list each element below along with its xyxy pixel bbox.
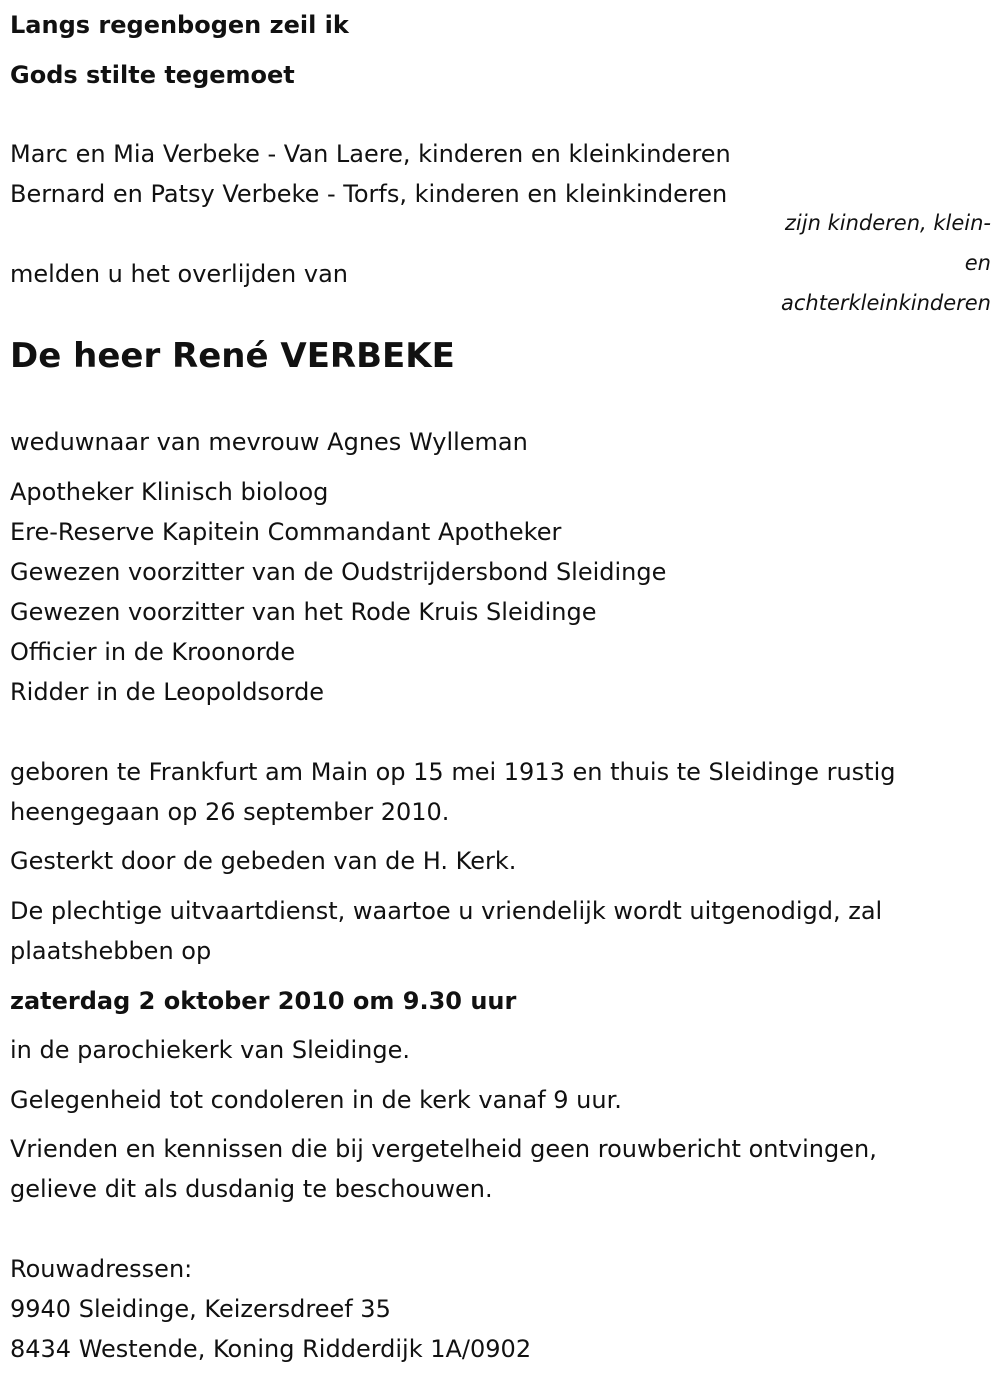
born-line-2: heengegaan op 26 september 2010. <box>10 798 450 826</box>
motto-line-1: Langs regenbogen zeil ik <box>10 11 349 39</box>
title-item: Officier in de Kroonorde <box>10 638 296 666</box>
title-item: Gewezen voorzitter van de Oudstrijdersbond Sleidinge <box>10 558 667 586</box>
friends-line-1: Vrienden en kennissen die bij vergetelheid geen rouwbericht ontvingen, <box>10 1135 877 1163</box>
address-item: 8434 Westende, Koning Ridderdijk 1A/0902 <box>10 1335 532 1363</box>
announce-text: melden u het overlijden van <box>10 260 348 288</box>
funeral-place: in de parochiekerk van Sleidinge. <box>10 1036 410 1064</box>
friends-line-2: gelieve dit als dusdanig te beschouwen. <box>10 1175 493 1203</box>
deceased-name: De heer René VERBEKE <box>10 336 455 376</box>
side-note-line-1: zijn kinderen, klein- <box>784 211 991 235</box>
family-line-1: Marc en Mia Verbeke - Van Laere, kinderen en kleinkinderen <box>10 140 731 168</box>
title-item: Gewezen voorzitter van het Rode Kruis Sleidinge <box>10 598 597 626</box>
title-item: Ridder in de Leopoldsorde <box>10 678 325 706</box>
side-note <box>691 203 991 323</box>
addresses-heading: Rouwadressen: <box>10 1255 193 1283</box>
funeral-datetime: zaterdag 2 oktober 2010 om 9.30 uur <box>10 987 517 1015</box>
title-item: Ere-Reserve Kapitein Commandant Apotheker <box>10 518 562 546</box>
widower-text: weduwnaar van mevrouw Agnes Wylleman <box>10 428 528 456</box>
condolence-text: Gelegenheid tot condoleren in de kerk vanaf 9 uur. <box>10 1086 622 1114</box>
funeral-line-1: De plechtige uitvaartdienst, waartoe u vriendelijk wordt uitgenodigd, zal <box>10 897 883 925</box>
strengthened-text: Gesterkt door de gebeden van de H. Kerk. <box>10 847 517 875</box>
address-item: 9940 Sleidinge, Keizersdreef 35 <box>10 1295 391 1323</box>
born-line-1: geboren te Frankfurt am Main op 15 mei 1913 en thuis te Sleidinge rustig <box>10 758 896 786</box>
motto-line-2: Gods stilte tegemoet <box>10 61 295 89</box>
title-item: Apotheker Klinisch bioloog <box>10 478 329 506</box>
side-note-line-2: en <box>964 251 991 275</box>
family-line-2: Bernard en Patsy Verbeke - Torfs, kinderen en kleinkinderen <box>10 180 728 208</box>
funeral-line-2: plaatshebben op <box>10 937 212 965</box>
side-note-line-3: achterkleinkinderen <box>781 291 991 315</box>
